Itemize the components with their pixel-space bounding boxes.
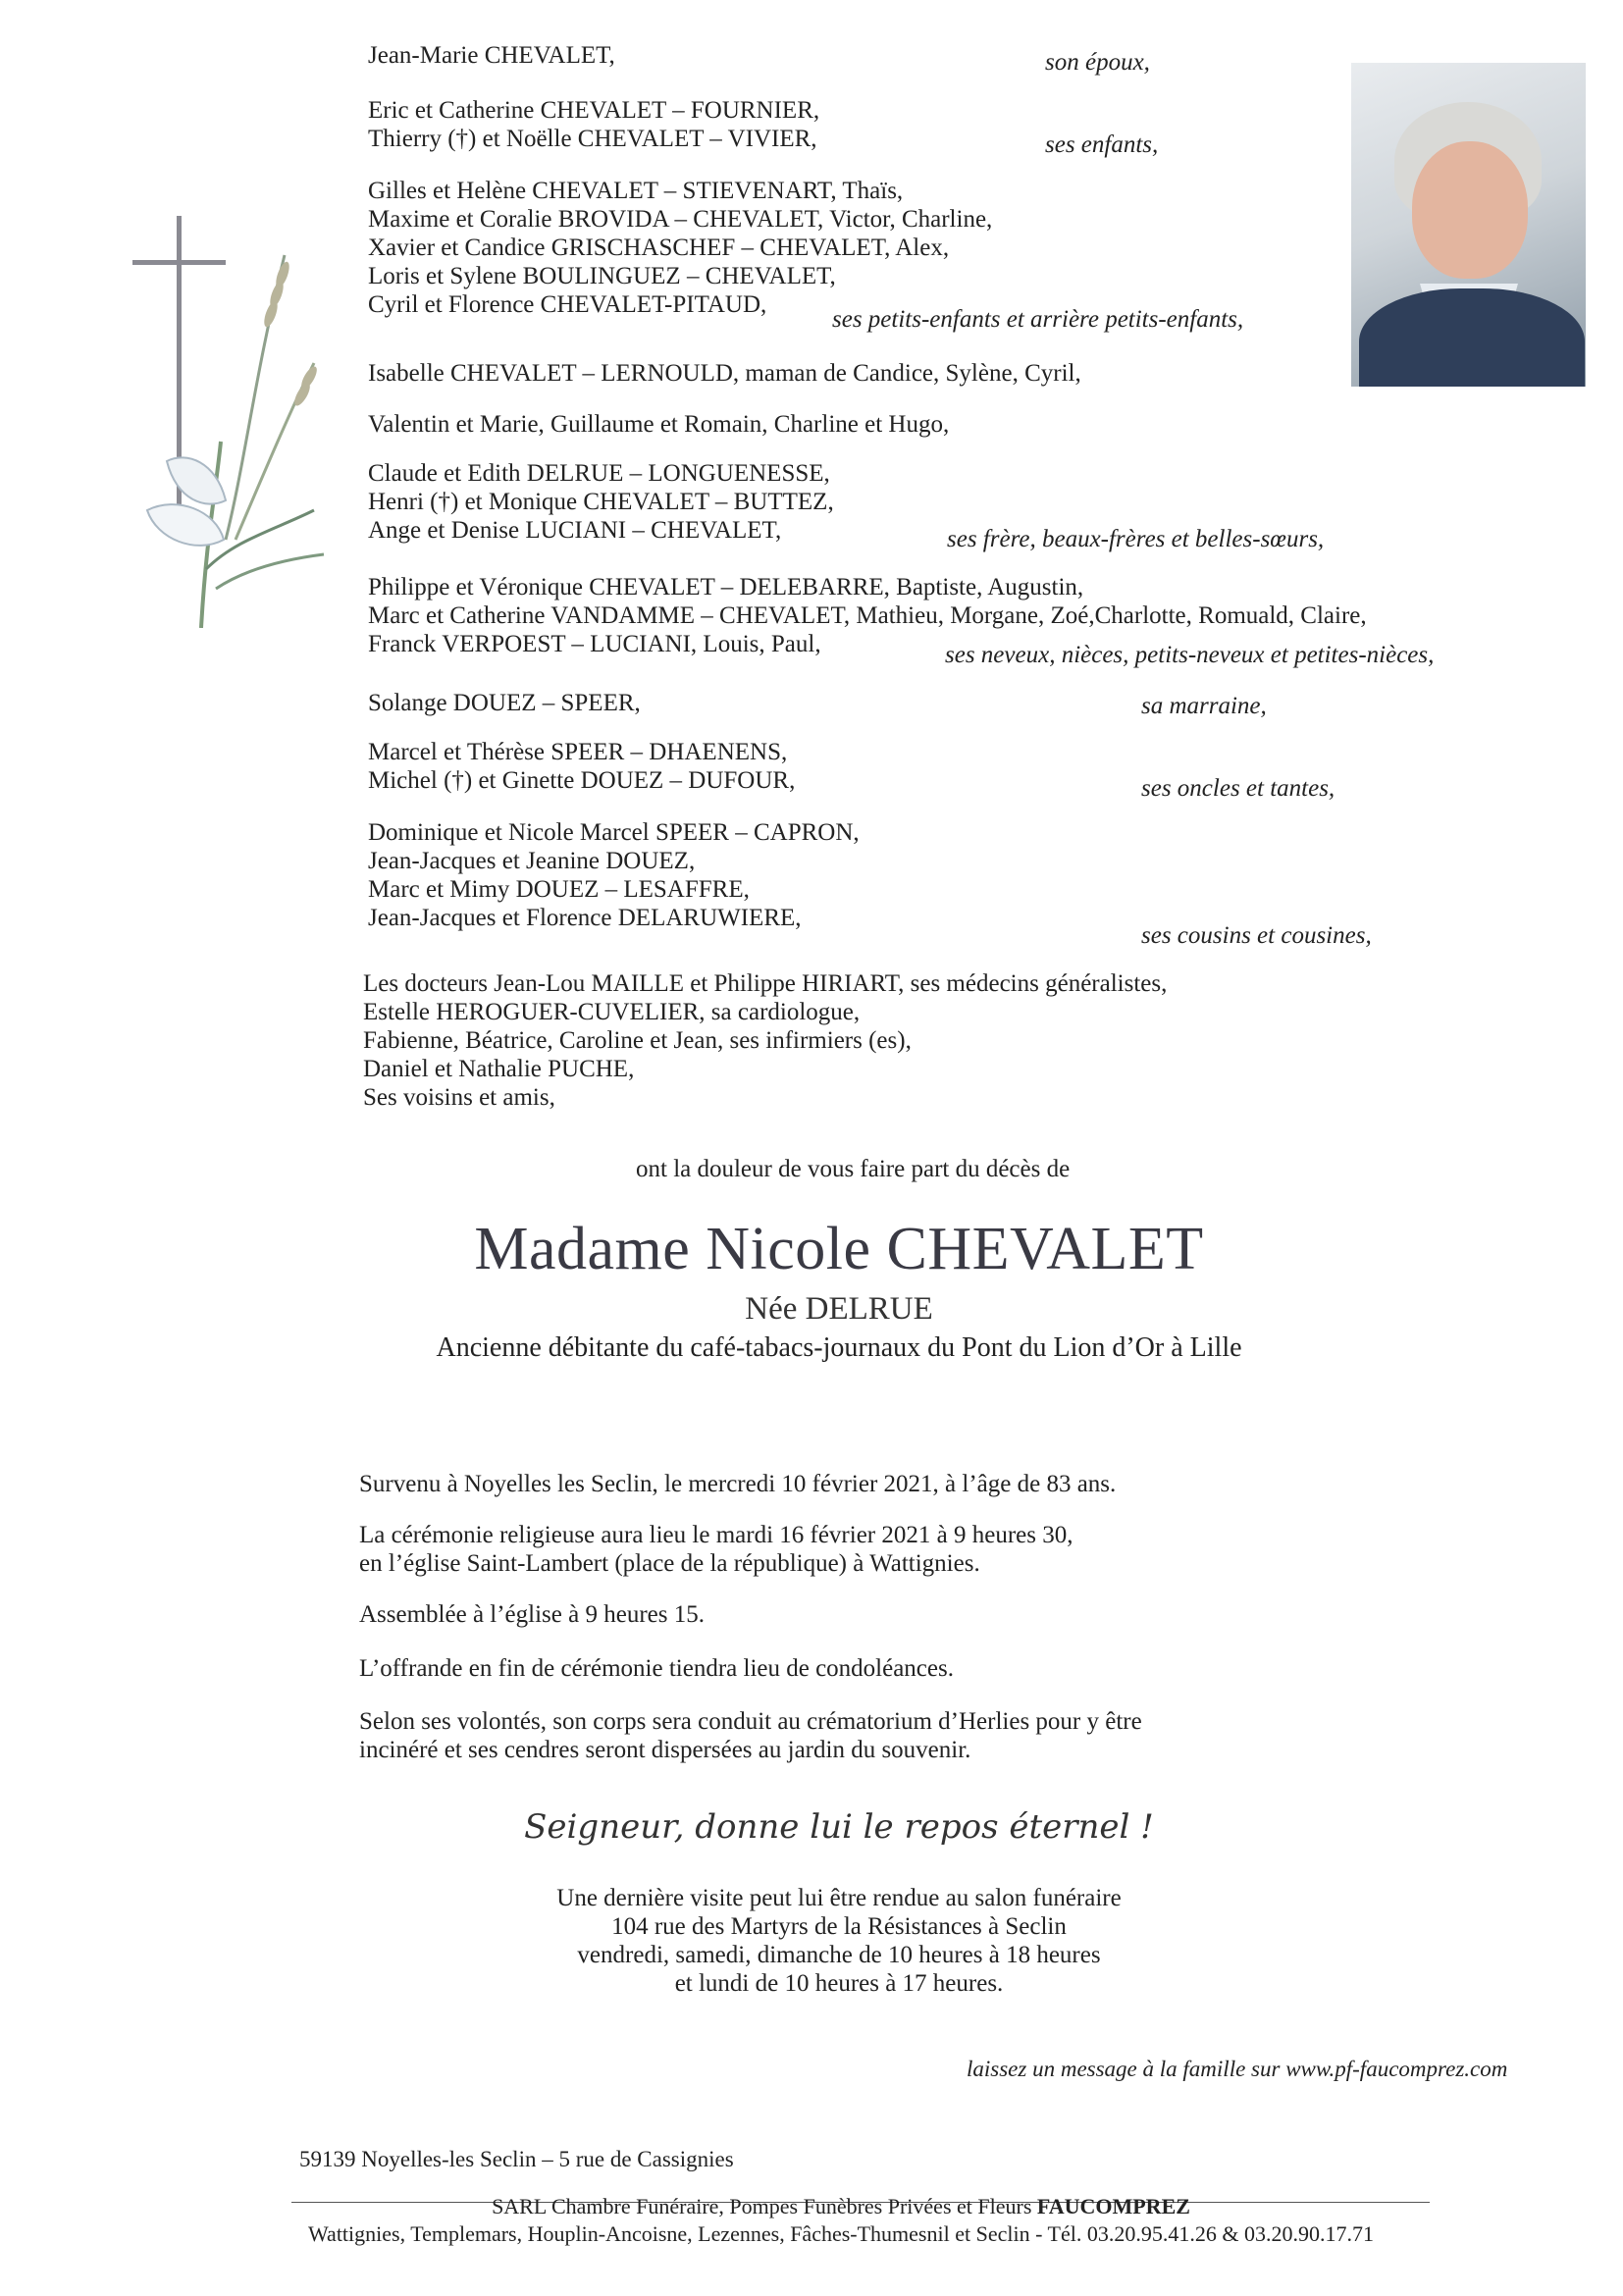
family-group-uncles — [368, 738, 795, 795]
visit-line: et lundi de 10 heures à 17 heures. — [674, 1970, 1004, 1997]
family-line: Ange et Denise LUCIANI – CHEVALET, — [368, 517, 782, 544]
family-group-great-grandchildren — [368, 410, 949, 439]
family-line: Franck VERPOEST – LUCIANI, Louis, Paul, — [368, 631, 821, 657]
relation-label: ses petits-enfants et arrière petits-enfants, — [832, 306, 1244, 333]
family-line: Isabelle CHEVALET – LERNOULD, maman de Candice, Sylène, Cyril, — [368, 360, 1081, 387]
family-line: Solange DOUEZ – SPEER, — [368, 690, 641, 716]
relation-label: sa marraine, — [1141, 693, 1267, 719]
detail-wishes-cont: incinéré et ses cendres seront dispersées au jardin du souvenir. — [359, 1737, 971, 1763]
footer-locations: Wattignies, Templemars, Houplin-Ancoisne, Lezennes, Fâches-Thumesnil et Seclin - Tél. 03.20.95.41.26 & 03.20.90.17.71 — [308, 2221, 1374, 2246]
family-line: Xavier et Candice GRISCHASCHEF – CHEVALET, Alex, — [368, 235, 950, 261]
detail-ceremony: La cérémonie religieuse aura lieu le mardi 16 février 2021 à 9 heures 30, — [359, 1522, 1073, 1548]
website-message: laissez un message à la famille sur www.pf-faucomprez.com — [967, 2057, 1508, 2081]
family-line: Les docteurs Jean-Lou MAILLE et Philippe HIRIART, ses médecins généralistes, — [363, 970, 1168, 997]
home-address: 59139 Noyelles-les Seclin – 5 rue de Cassignies — [299, 2147, 734, 2171]
family-group-siblings — [368, 459, 834, 545]
announcement-text: ont la douleur de vous faire part du décès de — [636, 1156, 1071, 1182]
family-line: Estelle HEROGUER-CUVELIER, sa cardiologue, — [363, 999, 861, 1025]
family-line: Michel (†) et Ginette DOUEZ – DUFOUR, — [368, 767, 796, 794]
family-line: Jean-Jacques et Florence DELARUWIERE, — [368, 905, 802, 931]
relation-label: ses cousins et cousines, — [1141, 922, 1372, 949]
footer-company — [0, 2194, 1623, 2219]
family-line: Dominique et Nicole Marcel SPEER – CAPRON, — [368, 819, 860, 846]
relation-label: son époux, — [1045, 49, 1150, 76]
family-line: Gilles et Helène CHEVALET – STIEVENART, Thaïs, — [368, 178, 904, 204]
family-line: Loris et Sylene BOULINGUEZ – CHEVALET, — [368, 263, 836, 289]
family-line: Valentin et Marie, Guillaume et Romain, Charline et Hugo, — [368, 411, 950, 438]
detail-ceremony-place: en l’église Saint-Lambert (place de la république) à Wattignies. — [359, 1550, 980, 1577]
relation-label: ses neveux, nièces, petits-neveux et petites-nièces, — [945, 642, 1435, 668]
visit-line: vendredi, samedi, dimanche de 10 heures à 18 heures — [577, 1942, 1101, 1968]
prayer-text: Seigneur, donne lui le repos éternel ! — [524, 1807, 1154, 1847]
visit-line: 104 rue des Martyrs de la Résistances à Seclin — [611, 1913, 1067, 1940]
detail-death: Survenu à Noyelles les Seclin, le mercredi 10 février 2021, à l’âge de 83 ans. — [359, 1471, 1117, 1497]
footer-brand: FAUCOMPREZ — [1036, 2194, 1190, 2218]
family-group-grandchildren — [368, 177, 992, 319]
occupation: Ancienne débitante du café-tabacs-journaux du Pont du Lion d’Or à Lille — [436, 1332, 1242, 1363]
family-line: Fabienne, Béatrice, Caroline et Jean, ses infirmiers (es), — [363, 1027, 912, 1054]
relation-label: ses oncles et tantes, — [1141, 775, 1335, 802]
family-line: Daniel et Nathalie PUCHE, — [363, 1056, 635, 1082]
family-group-cousins — [368, 818, 860, 932]
family-line: Henri (†) et Monique CHEVALET – BUTTEZ, — [368, 489, 834, 515]
family-group-others — [363, 969, 1167, 1112]
cross-lily-wheat-icon — [108, 216, 334, 628]
family-line: Thierry (†) et Noëlle CHEVALET – VIVIER, — [368, 126, 817, 152]
detail-offering: L’offrande en fin de cérémonie tiendra lieu de condoléances. — [359, 1655, 954, 1682]
family-line: Marc et Catherine VANDAMME – CHEVALET, Mathieu, Morgane, Zoé,Charlotte, Romuald, Claire, — [368, 602, 1367, 629]
portrait-photo — [1351, 63, 1586, 387]
family-line: Claude et Edith DELRUE – LONGUENESSE, — [368, 460, 830, 487]
family-group-spouse — [368, 41, 615, 70]
family-line: Eric et Catherine CHEVALET – FOURNIER, — [368, 97, 820, 124]
detail-assembly: Assemblée à l’église à 9 heures 15. — [359, 1601, 705, 1628]
detail-wishes: Selon ses volontés, son corps sera conduit au crématorium d’Herlies pour y être — [359, 1708, 1142, 1735]
family-line: Jean-Marie CHEVALET, — [368, 42, 615, 69]
visit-line: Une dernière visite peut lui être rendue au salon funéraire — [556, 1885, 1122, 1911]
family-line: Philippe et Véronique CHEVALET – DELEBARRE, Baptiste, Augustin, — [368, 574, 1084, 600]
family-line: Marcel et Thérèse SPEER – DHAENENS, — [368, 739, 788, 765]
family-line: Marc et Mimy DOUEZ – LESAFFRE, — [368, 876, 750, 903]
relation-label: ses enfants, — [1045, 131, 1159, 158]
birth-name: Née DELRUE — [745, 1291, 933, 1327]
family-line: Ses voisins et amis, — [363, 1084, 555, 1111]
family-line: Cyril et Florence CHEVALET-PITAUD, — [368, 291, 767, 318]
family-line: Maxime et Coralie BROVIDA – CHEVALET, Victor, Charline, — [368, 206, 993, 233]
relation-label: ses frère, beaux-frères et belles-sœurs, — [947, 526, 1325, 552]
deceased-name: Madame Nicole CHEVALET — [474, 1216, 1204, 1282]
footer-company-text: SARL Chambre Funéraire, Pompes Funèbres Privées et Fleurs — [492, 2194, 1037, 2218]
family-group-children — [368, 96, 819, 153]
family-group-daughter-in-law — [368, 359, 1081, 388]
family-group-godmother — [368, 689, 641, 717]
family-line: Jean-Jacques et Jeanine DOUEZ, — [368, 848, 696, 874]
